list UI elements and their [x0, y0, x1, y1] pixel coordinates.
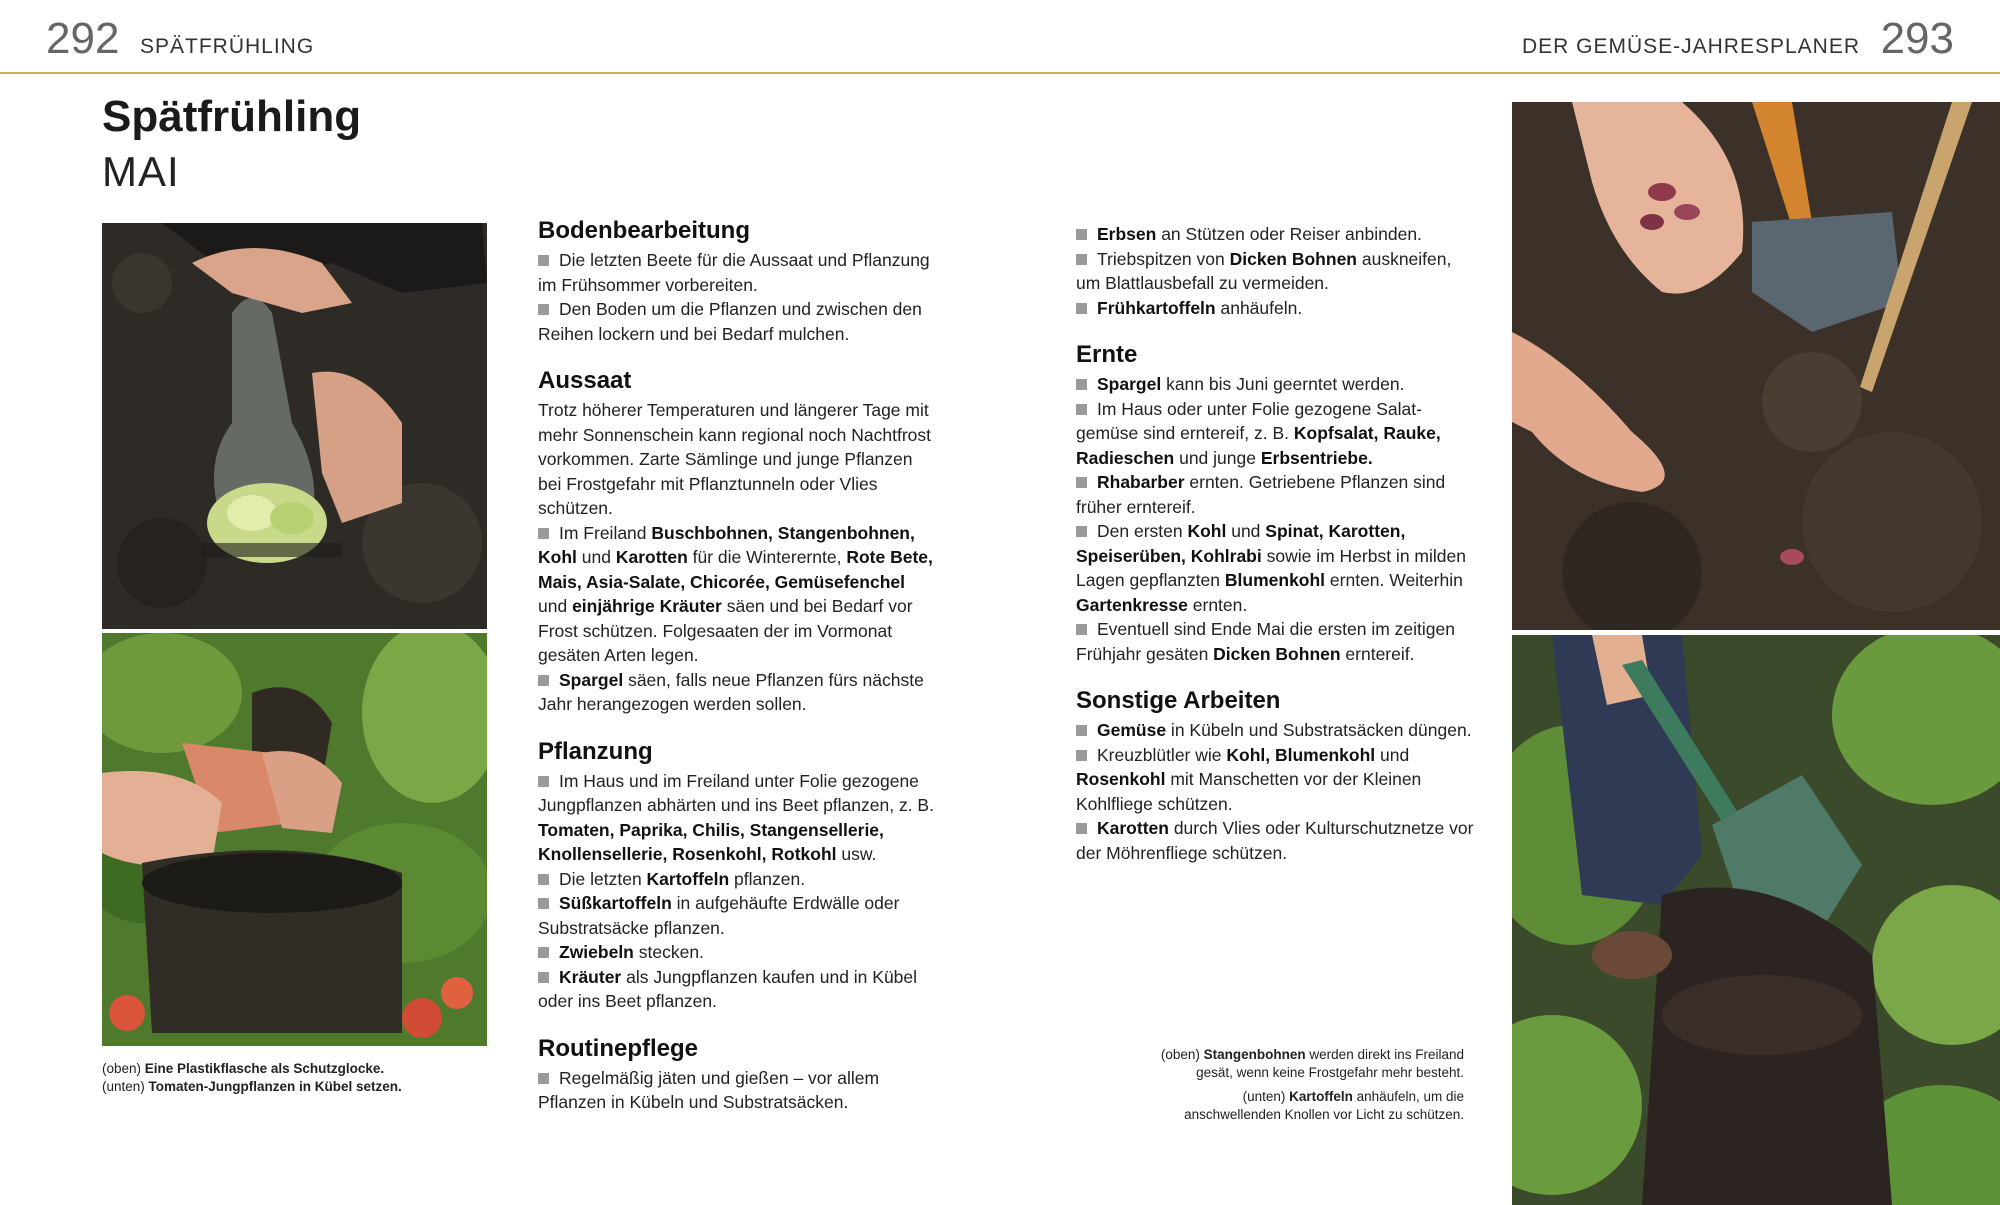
bullet-item: Triebspitzen von Dicken Bohnen auskneifen, um Blattlausbefall zu vermeiden. [1076, 248, 1452, 293]
photo-potato-earthing [1512, 635, 2000, 1205]
section-ernte [1076, 340, 1476, 666]
bullet-item: Eventuell sind Ende Mai die ersten im zeitigen Frühjahr gesäten Dicken Bohnen erntereif. [1076, 619, 1455, 664]
text-column-1 [538, 216, 938, 1135]
bullet-square-icon [1076, 303, 1087, 314]
bullet-item: Den Boden um die Pflanzen und zwischen den Reihen lockern und bei Bedarf mulchen. [538, 299, 922, 344]
photo-bean-sowing [1512, 102, 2000, 630]
section-aussaat [538, 366, 938, 717]
bullet-item: Die letzten Beete für die Aussaat und Pflanzung im Frühsommer vorbereiten. [538, 250, 930, 295]
left-page-number: 292 [46, 14, 120, 63]
page-subtitle: MAI [102, 148, 180, 195]
bullet-item: Im Freiland Buschbohnen, Stangenbohnen, Kohl und Karotten für die Winterernte, Rote Bete, Mais, Asia-Salate, Chicorée, Gemüsefenchel und einjährige Kräuter säen und bei Bedarf vor Frost schützen. Folgesaaten der im Vormonat gesäten Arten legen. [538, 522, 933, 665]
bullet-square-icon [1076, 750, 1087, 761]
bullet-item: Karotten durch Vlies oder Kulturschutznetze vor der Möhrenfliege schützen. [1076, 818, 1474, 863]
bullet-item: Im Haus oder unter Folie gezogene Salatgemüse sind erntereif, z. B. Kopfsalat, Rauke, Radieschen und junge Erbsentriebe. [1076, 398, 1441, 468]
right-page-number: 293 [1880, 14, 1954, 63]
bullet-item: Die letzten Kartoffeln pflanzen. [538, 867, 938, 892]
bullet-item: Erbsen an Stützen oder Reiser anbinden. [1076, 222, 1476, 247]
bullet-square-icon [538, 874, 549, 885]
photo-bottle-cloche [102, 223, 487, 629]
bullet-square-icon [538, 898, 549, 909]
caption-left [102, 1060, 502, 1096]
bullet-square-icon [538, 528, 549, 539]
section-heading: Routinepflege [538, 1034, 698, 1062]
bullet-square-icon [538, 1073, 549, 1084]
bullet-item: Kreuzblütler wie Kohl, Blumenkohl und Rosenkohl mit Manschetten vor der Kleinen Kohlfliege schützen. [1076, 744, 1422, 814]
caption-prefix: (oben) [102, 1061, 145, 1076]
bullet-square-icon [1076, 624, 1087, 635]
section-heading: Sonstige Arbeiten [1076, 687, 1281, 714]
bullet-square-icon [1076, 379, 1087, 390]
bullet-square-icon [538, 675, 549, 686]
bullet-item: Frühkartoffeln anhäufeln. [1076, 296, 1476, 321]
bullet-square-icon [538, 972, 549, 983]
text-column-2 [1076, 222, 1476, 885]
bullet-item: Süßkartoffeln in aufgehäufte Erdwälle oder Substratsäcke pflanzen. [538, 893, 900, 938]
bullet-square-icon [1076, 526, 1087, 537]
right-section-title: DER GEMÜSE-JAHRESPLANER [1521, 35, 1860, 58]
bullet-square-icon [538, 776, 549, 787]
caption-text: Eine Plastikflasche als Schutzglocke. [144, 1061, 385, 1076]
section-bodenbearbeitung [538, 216, 938, 346]
bullet-square-icon [538, 255, 549, 266]
section-continued [1076, 222, 1476, 320]
bullet-item: Im Haus und im Freiland unter Folie gezogene Jungpflanzen abhärten und ins Beet pflanzen, z. B. Tomaten, Paprika, Chilis, Stangensellerie, Knollensellerie, Rosenkohl, Rotkohl usw. [538, 770, 934, 864]
page-title: Spätfrühling [102, 92, 362, 141]
bullet-item: Spargel säen, falls neue Pflanzen fürs nächste Jahr herangezogen werden sollen. [538, 669, 924, 714]
section-pflanzung [538, 737, 938, 1014]
bullet-square-icon [538, 304, 549, 315]
bullet-item: Kräuter als Jungpflanzen kaufen und in Kübel oder ins Beet pflanzen. [538, 966, 918, 1011]
bullet-square-icon [1076, 725, 1087, 736]
bullet-square-icon [1076, 404, 1087, 415]
paragraph: Trotz höherer Temperaturen und längerer Tage mit mehr Sonnenschein kann regional noch Nachtfrost vorkommen. Zarte Sämlinge und junge Pflanzen bei Frostgefahr mit Pflanztunneln oder Vlies schützen. [538, 400, 932, 518]
bullet-item: Gemüse in Kübeln und Substratsäcken düngen. [1076, 718, 1476, 743]
caption-paragraph: (oben) Stangenbohnen werden direkt ins Freiland gesät, wenn keine Frostgefahr mehr besteht. [1160, 1047, 1464, 1080]
caption-text: Tomaten-Jungpflanzen in Kübel setzen. [148, 1079, 402, 1094]
section-heading: Aussaat [538, 367, 632, 394]
bullet-item: Zwiebeln stecken. [538, 940, 938, 965]
section-heading: Ernte [1076, 341, 1138, 368]
caption-right [1080, 1046, 1464, 1130]
section-heading: Bodenbearbeitung [538, 217, 751, 244]
photo-tomato-seedling [102, 633, 487, 1046]
caption-prefix: (unten) [102, 1079, 149, 1094]
bullet-item: Den ersten Kohl und Spinat, Karotten, Speiserüben, Kohlrabi sowie im Herbst in milden Lagen gepflanzten Blumenkohl ernten. Weiterhin Gartenkresse ernten. [1076, 521, 1466, 615]
section-sonstige-arbeiten [1076, 686, 1476, 865]
bullet-item: Spargel kann bis Juni geerntet werden. [1076, 372, 1476, 397]
page-header [0, 0, 2000, 74]
bullet-square-icon [1076, 254, 1087, 265]
bullet-square-icon [1076, 477, 1087, 488]
section-heading: Pflanzung [538, 737, 653, 765]
caption-paragraph: (unten) Kartoffeln anhäufeln, um die anschwellenden Knollen vor Licht zu schützen. [1184, 1089, 1464, 1122]
bullet-item: Regelmäßig jäten und gießen – vor allem Pflanzen in Kübeln und Substratsäcken. [538, 1067, 880, 1112]
section-routinepflege [538, 1034, 938, 1115]
bullet-square-icon [1076, 823, 1087, 834]
bullet-item: Rhabarber ernten. Getriebene Pflanzen sind früher erntereif. [1076, 472, 1446, 517]
bullet-square-icon [538, 947, 549, 958]
left-section-title: SPÄTFRÜHLING [140, 35, 315, 58]
bullet-square-icon [1076, 229, 1087, 240]
